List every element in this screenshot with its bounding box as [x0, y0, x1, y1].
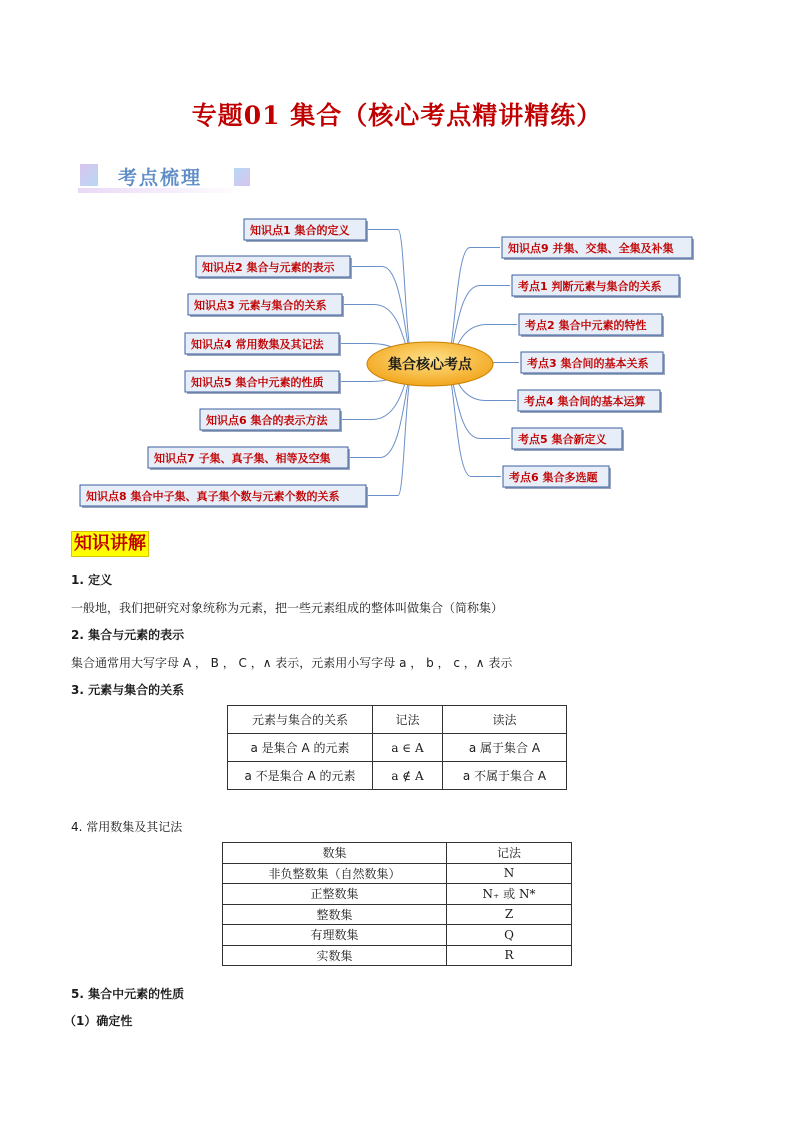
table-row	[223, 884, 572, 905]
table-cell: a 不属于集合 A	[443, 762, 567, 790]
section-5-title: 5. 集合中元素的性质	[71, 987, 185, 1001]
mindmap-node-label: 考点2 集合中元素的特性	[525, 319, 647, 332]
table-cell: a 是集合 A 的元素	[228, 734, 373, 762]
table-header: 读法	[443, 706, 567, 734]
table-header: 记法	[447, 843, 572, 864]
page-title: 专题01 集合（核心考点精讲精练）	[191, 101, 603, 130]
mindmap-node-right	[503, 466, 611, 489]
table-row	[223, 904, 572, 925]
knowledge-heading: 知识讲解	[71, 531, 149, 557]
mindmap-node-left	[185, 333, 341, 356]
mindmap-node-label: 考点5 集合新定义	[518, 433, 607, 446]
mindmap-node-left	[196, 256, 352, 279]
table-cell: R	[447, 945, 572, 966]
table-row	[228, 706, 567, 734]
mindmap-node-right	[518, 390, 662, 413]
section-3-title: 3. 元素与集合的关系	[71, 683, 185, 697]
section-5-sub-1: （1）确定性	[64, 1014, 133, 1028]
table-cell: a 属于集合 A	[443, 734, 567, 762]
table-cell: Z	[447, 904, 572, 925]
table-cell: Q	[447, 925, 572, 946]
mindmap-node-label: 知识点3 元素与集合的关系	[194, 299, 327, 312]
mindmap-node-left	[244, 219, 368, 242]
mindmap-node-left	[185, 371, 341, 394]
mindmap-node-left	[188, 294, 344, 317]
banner-decoration-right	[234, 168, 250, 186]
mindmap-node-right	[502, 237, 694, 260]
mindmap-node-label: 知识点6 集合的表示方法	[206, 414, 328, 427]
mindmap-node-left	[200, 409, 342, 432]
section-1-title: 1. 定义	[71, 573, 113, 587]
table-cell: 非负整数集（自然数集）	[223, 863, 447, 884]
table-cell: N₊ 或 N*	[447, 884, 572, 905]
mindmap-node-label: 知识点4 常用数集及其记法	[191, 338, 324, 351]
table-cell: 整数集	[223, 904, 447, 925]
mindmap-node-left	[80, 485, 368, 508]
section-2-body: 集合通常用大写字母 A ， B ， C ，∧ 表示，元素用小写字母 a ， b ， c ，∧ 表示	[71, 656, 513, 670]
mindmap-node-label: 知识点5 集合中元素的性质	[191, 376, 324, 389]
number-set-table	[222, 842, 572, 966]
mindmap-center	[367, 342, 493, 386]
table-header: 记法	[373, 706, 443, 734]
mindmap-node-label: 知识点9 并集、交集、全集及补集	[508, 242, 674, 255]
table-row	[223, 863, 572, 884]
mindmap-node-label: 考点4 集合间的基本运算	[524, 395, 646, 408]
mindmap-node-label: 知识点2 集合与元素的表示	[202, 261, 335, 274]
mindmap-node-label: 知识点8 集合中子集、真子集个数与元素个数的关系	[86, 490, 340, 503]
table-header: 数集	[223, 843, 447, 864]
table-cell: a ∈ A	[373, 734, 443, 762]
section-1-body: 一般地，我们把研究对象统称为元素，把一些元素组成的整体叫做集合（简称集）	[71, 601, 504, 615]
table-row	[228, 734, 567, 762]
mindmap-node-right	[512, 275, 681, 298]
table-row	[223, 945, 572, 966]
table-cell: N	[447, 863, 572, 884]
mindmap-node-label: 知识点7 子集、真子集、相等及空集	[154, 452, 331, 465]
section-4-title: 4. 常用数集及其记法	[71, 820, 183, 834]
table-cell: a ∉ A	[373, 762, 443, 790]
mindmap-node-right	[521, 352, 665, 375]
section-banner	[78, 160, 258, 196]
mindmap-node-label: 考点3 集合间的基本关系	[527, 357, 649, 370]
table-cell: a 不是集合 A 的元素	[228, 762, 373, 790]
table-cell: 有理数集	[223, 925, 447, 946]
section-2-title: 2. 集合与元素的表示	[71, 628, 185, 642]
mindmap-node-label: 考点6 集合多选题	[509, 471, 598, 484]
table-header: 元素与集合的关系	[228, 706, 373, 734]
banner-decoration-left	[80, 164, 98, 186]
relation-table	[227, 705, 567, 790]
mind-map	[0, 210, 794, 515]
table-cell: 实数集	[223, 945, 447, 966]
table-cell: 正整数集	[223, 884, 447, 905]
table-row	[223, 843, 572, 864]
mindmap-node-left	[148, 447, 350, 470]
table-row	[228, 762, 567, 790]
table-row	[223, 925, 572, 946]
mindmap-node-right	[512, 428, 624, 451]
mindmap-center-label: 集合核心考点	[388, 357, 472, 373]
mindmap-node-label: 考点1 判断元素与集合的关系	[518, 280, 662, 293]
section-banner-label: 考点梳理	[118, 167, 203, 189]
mindmap-node-right	[519, 314, 664, 337]
mindmap-node-label: 知识点1 集合的定义	[250, 224, 350, 237]
